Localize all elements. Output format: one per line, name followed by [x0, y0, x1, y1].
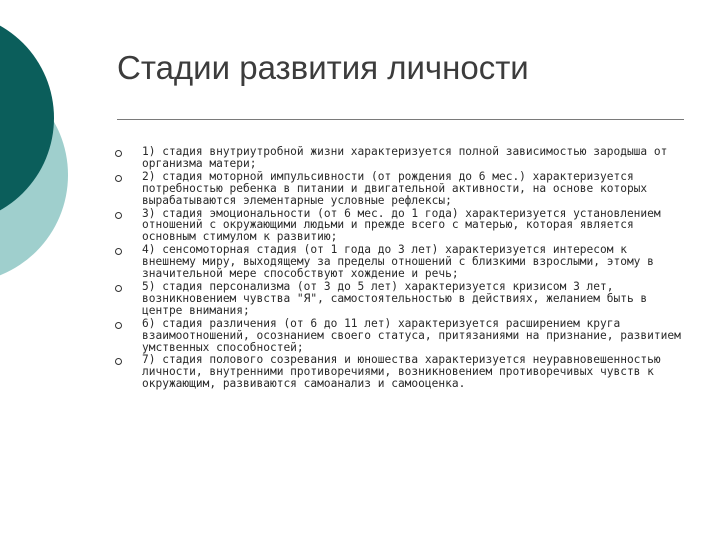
list-item [113, 208, 685, 244]
stage-text: 4) сенсомоторная стадия (от 1 года до 3 лет) характеризуется интересом к внешнему миру, выходящему за пределы отношений с близкими взрослыми, этому в значительной мере способствуют хождение и речь; [142, 243, 654, 281]
hollow-circle-bullet-icon [115, 248, 122, 255]
list-item [113, 318, 685, 354]
stage-text: 1) стадия внутриутробной жизни характеризуется полной зависимостью зародыша от организма матери; [142, 145, 668, 170]
stage-text: 5) стадия персонализма (от 3 до 5 лет) характеризуется кризисом 3 лет, возникновением чувства "Я", самостоятельностью в действиях, желанием быть в центре внимания; [142, 279, 648, 317]
hollow-circle-bullet-icon [115, 322, 122, 329]
stages-list [113, 146, 685, 391]
stage-text: 6) стадия различения (от 6 до 11 лет) характеризуется расширением круга взаимоотношений, осознанием своего статуса, притязаниями на признание, развитием умственных способностей; [142, 316, 681, 354]
list-item [113, 146, 685, 170]
list-item [113, 354, 685, 390]
hollow-circle-bullet-icon [115, 212, 122, 219]
stage-text: 2) стадия моторной импульсивности (от рождения до 6 мес.) характеризуется потребностью ребенка в питании и двигательной активности, на основе которых вырабатываются элементарные условные рефлексы; [142, 169, 648, 207]
title-divider [117, 119, 684, 120]
list-item [113, 244, 685, 280]
hollow-circle-bullet-icon [115, 150, 122, 157]
hollow-circle-bullet-icon [115, 358, 122, 365]
hollow-circle-bullet-icon [115, 285, 122, 292]
list-item [113, 281, 685, 317]
list-item [113, 171, 685, 207]
stage-text: 7) стадия полового созревания и юношества характеризуется неуравновешенностью личности, внутренними противоречиями, возникновением противоречивых чувств к окружающим, развиваются самоанализ и самооценка. [142, 353, 661, 391]
slide-title: Стадии развития личности [117, 49, 529, 86]
hollow-circle-bullet-icon [115, 175, 122, 182]
stage-text: 3) стадия эмоциональности (от 6 мес. до 1 года) характеризуется установлением отношений с окружающими людьми и прежде всего с матерью, которая является основным стимулом к развитию; [142, 206, 661, 244]
